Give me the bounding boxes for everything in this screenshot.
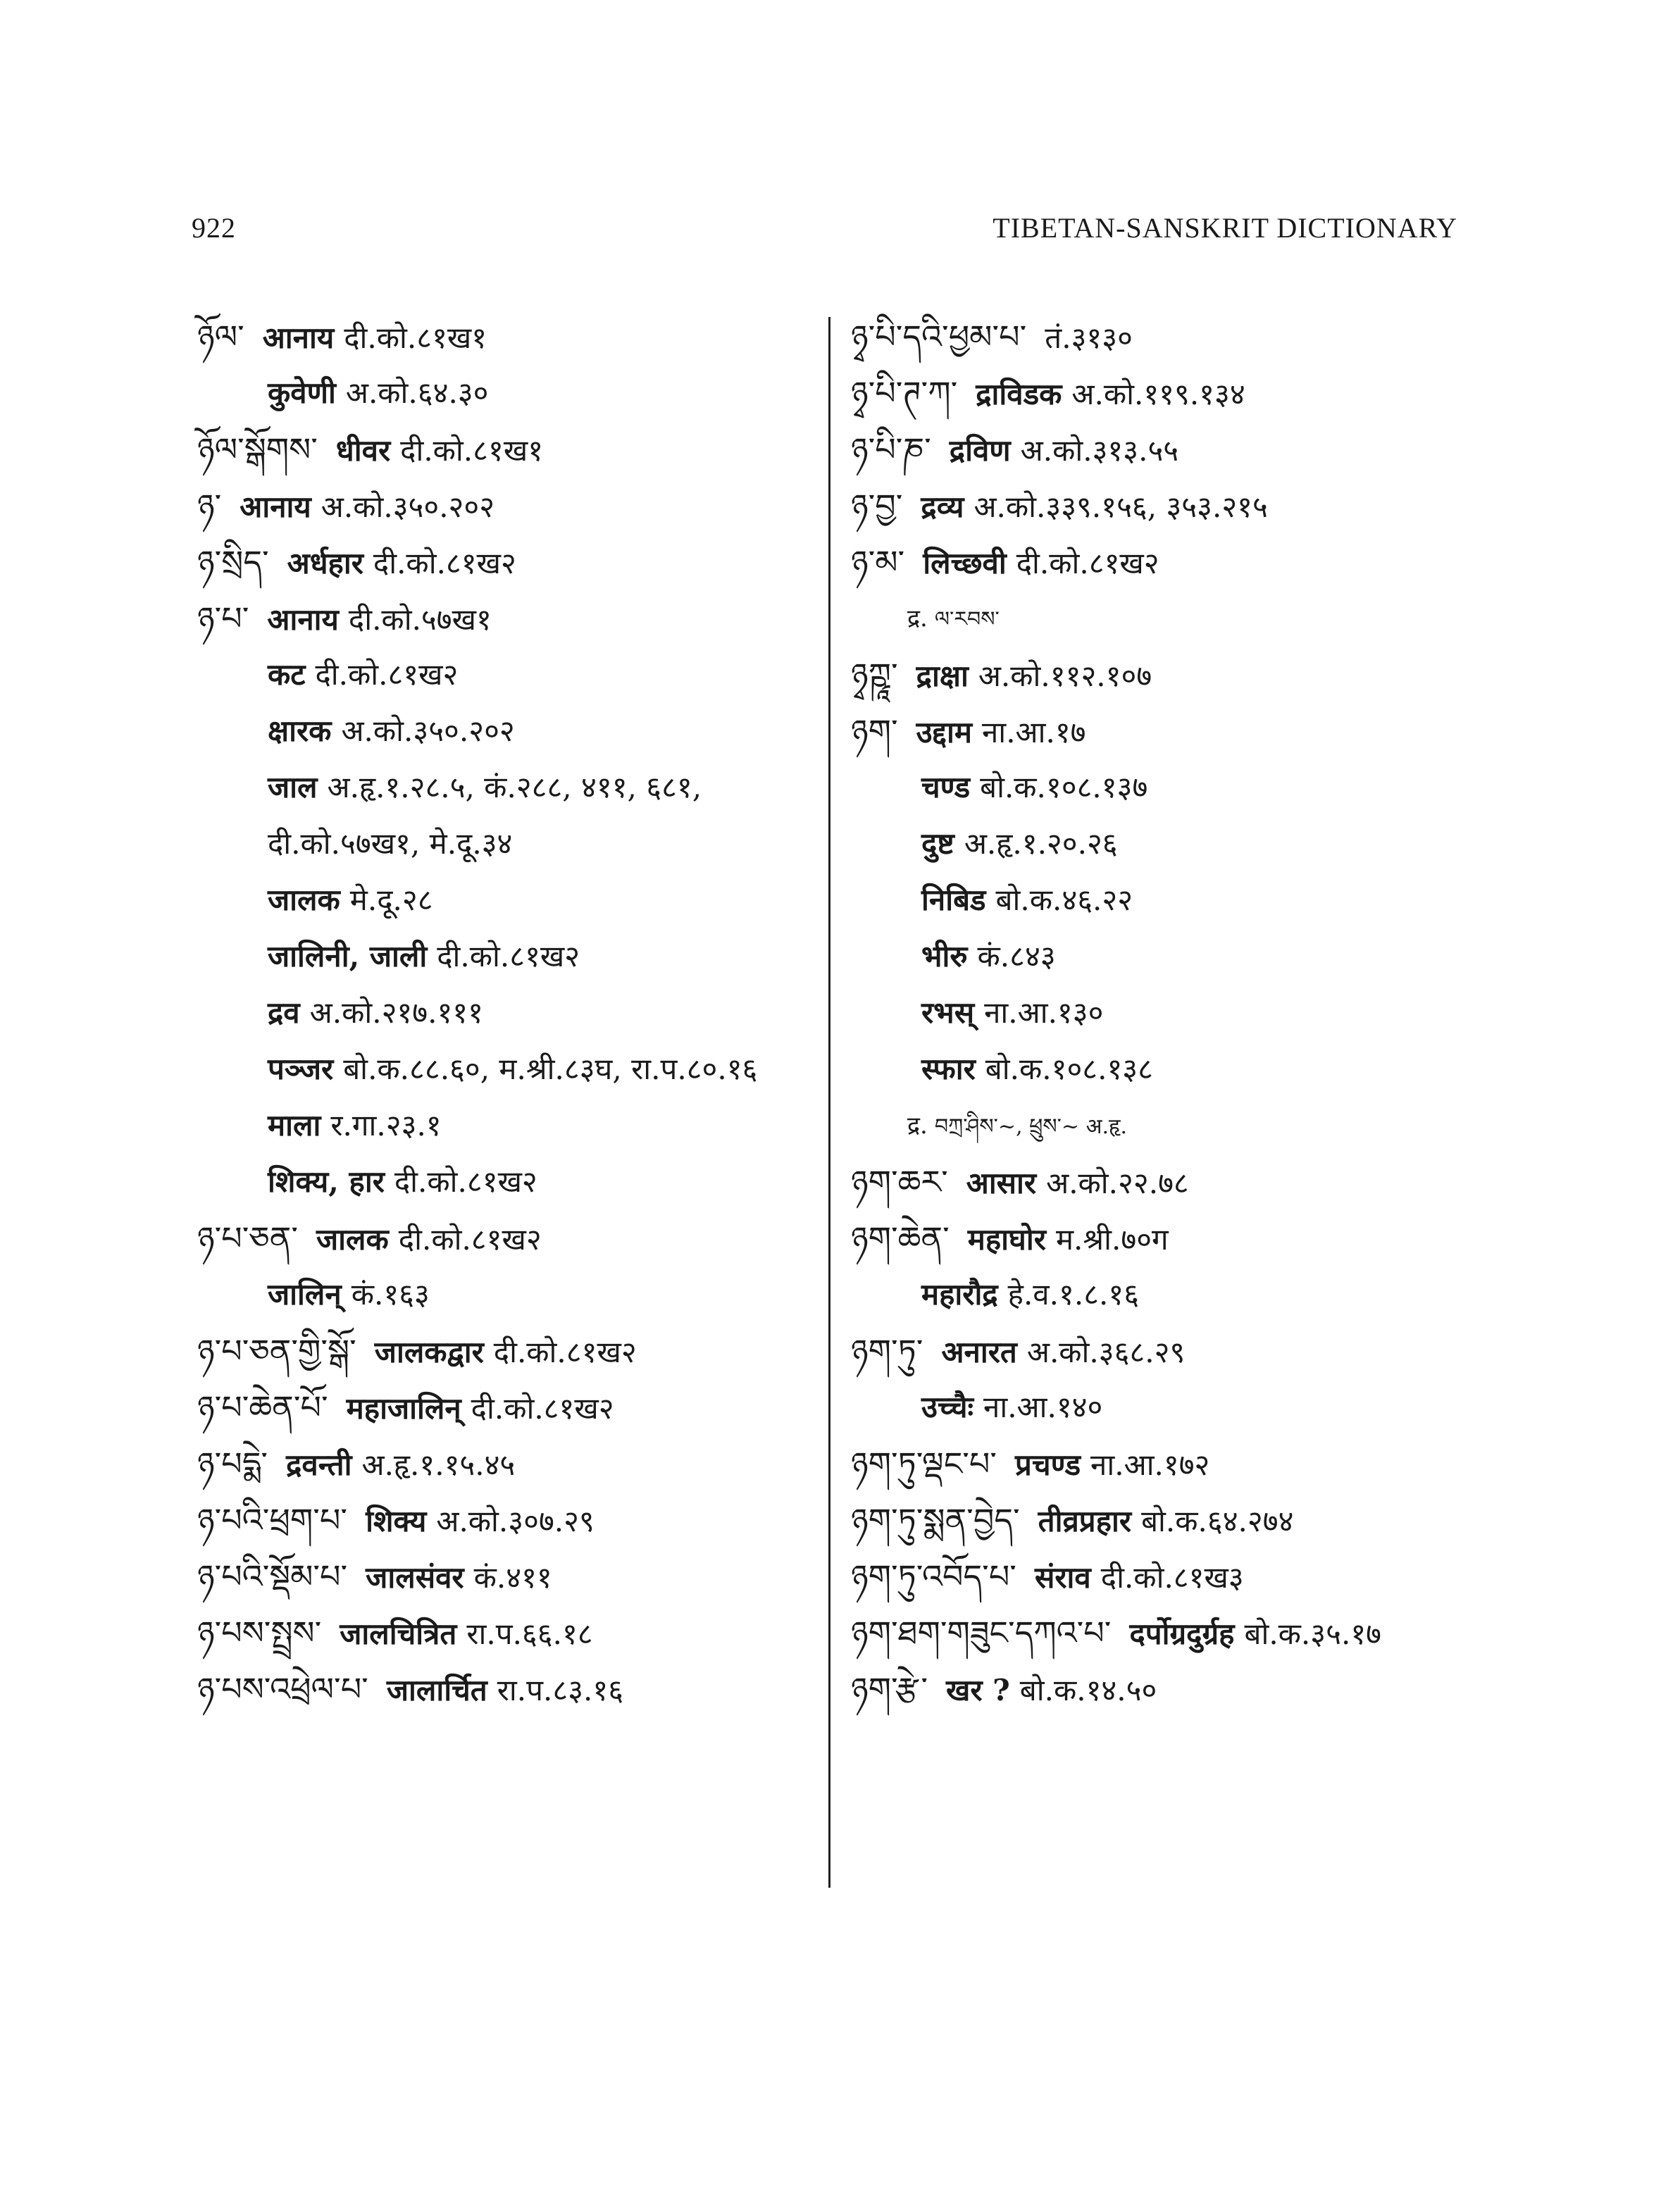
sub-entry: [851, 1266, 1485, 1323]
sub-entry: [851, 759, 1485, 816]
sub-entry: [197, 985, 831, 1041]
sub-entry: [197, 1154, 831, 1210]
source-reference: दी.को.८१ख१: [344, 320, 487, 355]
sanskrit-equivalent: जालिनी, जाली: [268, 939, 428, 973]
sanskrit-equivalent: द्राक्षा: [916, 659, 969, 693]
sanskrit-equivalent: दर्पोग्रदुर्ग्रह: [1129, 1617, 1235, 1651]
cross-reference: [851, 590, 1485, 647]
tibetan-headword: ཉ་སྲིད་: [197, 543, 269, 581]
source-reference: दी.को.८१ख२: [394, 1164, 537, 1199]
source-reference: अ.को.३६८.२९: [1026, 1335, 1186, 1369]
source-reference: अ.को.३१३.५५: [1020, 433, 1179, 468]
tibetan-headword: ཉ་པ་: [197, 599, 249, 637]
dictionary-entry: [197, 1379, 831, 1436]
tibetan-headword: ཉ་པའི་ཕྲག་པ་: [197, 1501, 348, 1539]
source-reference: ना.आ.१३०: [984, 995, 1104, 1030]
sanskrit-equivalent: प्रचण्ड: [1015, 1447, 1081, 1482]
sub-entry: [197, 928, 831, 985]
dictionary-entry: [197, 1605, 831, 1661]
sanskrit-equivalent: आसार: [966, 1166, 1037, 1200]
tibetan-headword: ཉག་: [851, 712, 898, 750]
dictionary-entry: [851, 1154, 1485, 1210]
sanskrit-equivalent: अनारत: [941, 1335, 1017, 1369]
sanskrit-equivalent: महाजालिन्: [346, 1391, 461, 1426]
sub-entry: [851, 816, 1485, 872]
sub-entry: [851, 1379, 1485, 1436]
tibetan-headword: ཉ་པའི་སྡོམ་པ་: [197, 1557, 348, 1595]
source-reference: अ.को.३५०.२०२: [321, 490, 495, 524]
source-reference: दी.को.८१ख२: [471, 1391, 614, 1426]
sanskrit-equivalent: निबिड: [921, 883, 986, 917]
right-column: [851, 309, 1485, 1717]
tibetan-headword: ཉ་པ་ཅན་གྱི་སྒོ་: [197, 1332, 356, 1370]
sanskrit-equivalent: आनाय: [239, 490, 311, 524]
sanskrit-equivalent: जालिन्: [268, 1277, 342, 1312]
sub-entry: [851, 985, 1485, 1041]
tibetan-headword: ཉ་པས་འཕྲེལ་པ་: [197, 1670, 368, 1708]
sub-entry: [197, 872, 831, 928]
sub-entry: [197, 703, 831, 759]
source-reference: बो.क.८८.६०, म.श्री.८३घ, रा.प.८०.१६: [343, 1052, 758, 1086]
source-reference: बो.क.३५.१७: [1244, 1617, 1381, 1651]
source-reference: बो.क.६४.२७४: [1141, 1504, 1294, 1538]
sanskrit-equivalent: क्षारक: [268, 714, 332, 748]
cross-reference-prefix: द्र.: [907, 1112, 928, 1140]
sanskrit-equivalent: चण्ड: [921, 770, 971, 804]
tibetan-headword: ཉྭ་པི་དའི་ཕྱམ་པ་: [851, 318, 1027, 356]
sub-entry: [851, 1041, 1485, 1097]
dictionary-entry: [197, 1436, 831, 1492]
source-reference: दी.को.८१ख१: [400, 433, 544, 468]
dictionary-entry: [851, 1548, 1485, 1605]
source-reference: रा.प.६६.१८: [466, 1617, 593, 1651]
sanskrit-equivalent: जालकद्वार: [374, 1335, 484, 1369]
tibetan-headword: ཉ་པི་ཎ་: [851, 430, 931, 468]
sanskrit-equivalent: उद्दाम: [916, 715, 972, 749]
column-divider: [828, 317, 830, 1888]
dictionary-entry: [851, 1492, 1485, 1548]
sanskrit-equivalent: तीव्रप्रहार: [1038, 1504, 1132, 1538]
cross-reference-target: ལ་རབས་: [934, 607, 1000, 632]
source-reference: र.गा.२३.१: [330, 1108, 442, 1143]
source-reference: रा.प.८३.१६: [497, 1673, 624, 1707]
sanskrit-equivalent: शिक्य, हार: [268, 1164, 385, 1199]
dictionary-entry: [197, 1661, 831, 1717]
dictionary-entry: [851, 1661, 1485, 1717]
sub-entry: [197, 759, 831, 816]
tibetan-headword: ཉག་ཐག་གཟུང་དཀའ་པ་: [851, 1614, 1112, 1652]
source-reference: म.श्री.७०ग: [1055, 1222, 1169, 1257]
tibetan-headword: ཉག་རྩེ་: [851, 1670, 928, 1708]
dictionary-entry: [197, 1492, 831, 1548]
tibetan-headword: ཉ་མ་: [851, 543, 905, 581]
tibetan-headword: ཉ་བྱ་: [851, 487, 903, 525]
sanskrit-equivalent: धीवर: [335, 433, 391, 468]
sanskrit-equivalent: जालार्चित: [386, 1673, 487, 1707]
sanskrit-equivalent: द्राविडक: [976, 377, 1062, 411]
sanskrit-equivalent: अर्धहार: [287, 546, 363, 580]
sanskrit-equivalent: माला: [268, 1108, 321, 1143]
sub-entry: [197, 1041, 831, 1097]
source-reference: अ.को.३५०.२०२: [341, 714, 515, 748]
sanskrit-equivalent: जालचित्रित: [340, 1617, 457, 1651]
sanskrit-equivalent: द्रविण: [949, 433, 1011, 468]
source-reference: अ.हृ.१.१५.४५: [361, 1447, 516, 1482]
sanskrit-equivalent: महाघोर: [967, 1222, 1046, 1257]
cross-reference-target: བཀྲ་ཤིས་~, ཕྲུས་~ अ.हृ.: [934, 1114, 1128, 1139]
source-reference: दी.को.८१ख२: [437, 939, 580, 973]
sub-entry: [197, 1097, 831, 1154]
sub-entry: [197, 647, 831, 703]
cross-reference-prefix: द्र.: [907, 604, 928, 633]
source-reference: दी.को.८१ख२: [398, 1222, 542, 1257]
tibetan-headword: ཉ་པདྨེ་: [197, 1445, 268, 1483]
sanskrit-equivalent: आनाय: [262, 320, 335, 355]
tibetan-headword: ཉོལ་: [197, 318, 244, 356]
sanskrit-equivalent: रभस्: [921, 995, 975, 1030]
sanskrit-equivalent: द्रवन्ती: [286, 1447, 352, 1482]
tibetan-headword: ཉག་ཆར་: [851, 1163, 948, 1201]
dictionary-entry: [851, 1605, 1485, 1661]
tibetan-headword: ཉོལ་སྒོགས་: [197, 430, 318, 468]
sanskrit-equivalent: लिच्छवी: [923, 546, 1007, 580]
source-reference: कं.८४३: [977, 939, 1056, 973]
tibetan-headword: ཉ་: [197, 487, 222, 525]
dictionary-entry: [851, 478, 1485, 534]
sanskrit-equivalent: महारौद्र: [921, 1277, 998, 1312]
source-reference: ना.आ.१४०: [983, 1390, 1103, 1424]
source-reference: अ.को.६४.३०: [345, 375, 489, 410]
dictionary-entry: [197, 309, 831, 365]
source-reference: अ.हृ.१.२८.५, कं.२८८, ४११, ६८१,: [327, 770, 702, 804]
tibetan-headword: ཉྭཀྵཱ་: [851, 656, 898, 694]
source-reference: हे.व.१.८.१६: [1007, 1277, 1140, 1312]
source-reference: बो.क.४६.२२: [995, 883, 1133, 917]
source-reference: ना.आ.१७: [982, 715, 1086, 749]
tibetan-headword: ཉ་པ་ཆེན་པོ་: [197, 1388, 328, 1426]
sanskrit-equivalent: द्रव: [268, 995, 300, 1030]
source-reference: बो.क.१०८.१३८: [985, 1052, 1153, 1086]
dictionary-entry: [851, 1210, 1485, 1266]
dictionary-entry: [851, 1436, 1485, 1492]
dictionary-entry: [197, 478, 831, 534]
source-reference: दी.को.८१ख२: [315, 657, 459, 692]
tibetan-headword: ཉ་པ་ཅན་: [197, 1219, 299, 1257]
sanskrit-equivalent: स्फार: [921, 1052, 976, 1086]
source-reference: दी.को.८१ख२: [373, 546, 516, 580]
source-reference: तं.३१३०: [1045, 320, 1133, 355]
dictionary-entry: [197, 421, 831, 478]
sanskrit-equivalent: भीरु: [921, 939, 968, 973]
tibetan-headword: ཉྭ་པི་ཊ་ཀ་: [851, 374, 958, 412]
sanskrit-equivalent: द्रव्य: [921, 490, 964, 524]
running-title: TIBETAN-SANSKRIT DICTIONARY: [993, 212, 1457, 244]
source-reference: दी.को.५७ख१, मे.दू.३४: [268, 826, 513, 861]
dictionary-entry: [851, 365, 1485, 421]
source-reference: दी.को.८१ख३: [1100, 1560, 1244, 1595]
dictionary-entry: [851, 421, 1485, 478]
source-reference: अ.को.११९.१३४: [1071, 377, 1245, 411]
dictionary-entry: [851, 1323, 1485, 1379]
sanskrit-equivalent: जालसंवर: [366, 1560, 464, 1595]
sub-entry: [197, 1266, 831, 1323]
source-reference: कं.१६३: [351, 1277, 430, 1312]
sanskrit-equivalent: खर ?: [945, 1673, 1010, 1707]
sanskrit-equivalent: दुष्ट: [921, 826, 954, 861]
page-number: 922: [192, 212, 236, 244]
sanskrit-equivalent: शिक्य: [366, 1504, 427, 1538]
sub-entry: [197, 816, 831, 872]
source-reference: दी.को.८१ख२: [1016, 546, 1159, 580]
dictionary-entry: [197, 590, 831, 647]
dictionary-entry: [851, 534, 1485, 590]
sub-entry: [851, 872, 1485, 928]
sanskrit-equivalent: संराव: [1034, 1560, 1091, 1595]
tibetan-headword: ཉག་ཏུ་: [851, 1332, 923, 1370]
tibetan-headword: ཉག་ཏུ་འབོད་པ་: [851, 1557, 1016, 1595]
left-column: [197, 309, 831, 1717]
sanskrit-equivalent: जाल: [268, 770, 318, 804]
source-reference: अ.हृ.१.२०.२६: [964, 826, 1118, 861]
tibetan-headword: ཉག་ཏུ་སྨན་བྱེད་: [851, 1501, 1020, 1539]
source-reference: कं.४११: [473, 1560, 552, 1595]
source-reference: अ.को.३०७.२९: [436, 1504, 595, 1538]
source-reference: बो.क.१०८.१३७: [980, 770, 1148, 804]
sanskrit-equivalent: आनाय: [267, 602, 339, 637]
dictionary-entry: [851, 647, 1485, 703]
tibetan-headword: ཉག་ཏུ་ལྡང་པ་: [851, 1445, 997, 1483]
source-reference: दी.को.५७ख१: [348, 602, 492, 637]
tibetan-headword: ཉག་ཆེན་: [851, 1219, 950, 1257]
sanskrit-equivalent: पञ्जर: [268, 1052, 334, 1086]
dictionary-entry: [851, 309, 1485, 365]
dictionary-entry: [197, 534, 831, 590]
source-reference: दी.को.८१ख२: [493, 1335, 637, 1369]
source-reference: ना.आ.१७२: [1090, 1447, 1210, 1482]
sanskrit-equivalent: जालक: [316, 1222, 389, 1257]
sub-entry: [197, 365, 831, 421]
dictionary-entry: [851, 703, 1485, 759]
sanskrit-equivalent: कुवेणी: [268, 375, 336, 410]
tibetan-headword: ཉ་པས་སྤྲས་: [197, 1614, 322, 1652]
cross-reference: [851, 1097, 1485, 1154]
source-reference: अ.को.३३९.१५६, ३५३.२१५: [973, 490, 1268, 524]
source-reference: अ.को.२२.७८: [1046, 1166, 1189, 1200]
sub-entry: [851, 928, 1485, 985]
sanskrit-equivalent: जालक: [268, 883, 340, 917]
sanskrit-equivalent: कट: [268, 657, 306, 692]
source-reference: अ.को.११२.१०७: [978, 659, 1152, 693]
dictionary-entry: [197, 1323, 831, 1379]
dictionary-entry: [197, 1548, 831, 1605]
source-reference: मे.दू.२८: [349, 883, 433, 917]
dictionary-entry: [197, 1210, 831, 1266]
source-reference: बो.क.१४.५०: [1019, 1673, 1157, 1707]
source-reference: अ.को.२१७.१११: [309, 995, 483, 1030]
sanskrit-equivalent: उच्चैः: [921, 1390, 974, 1424]
